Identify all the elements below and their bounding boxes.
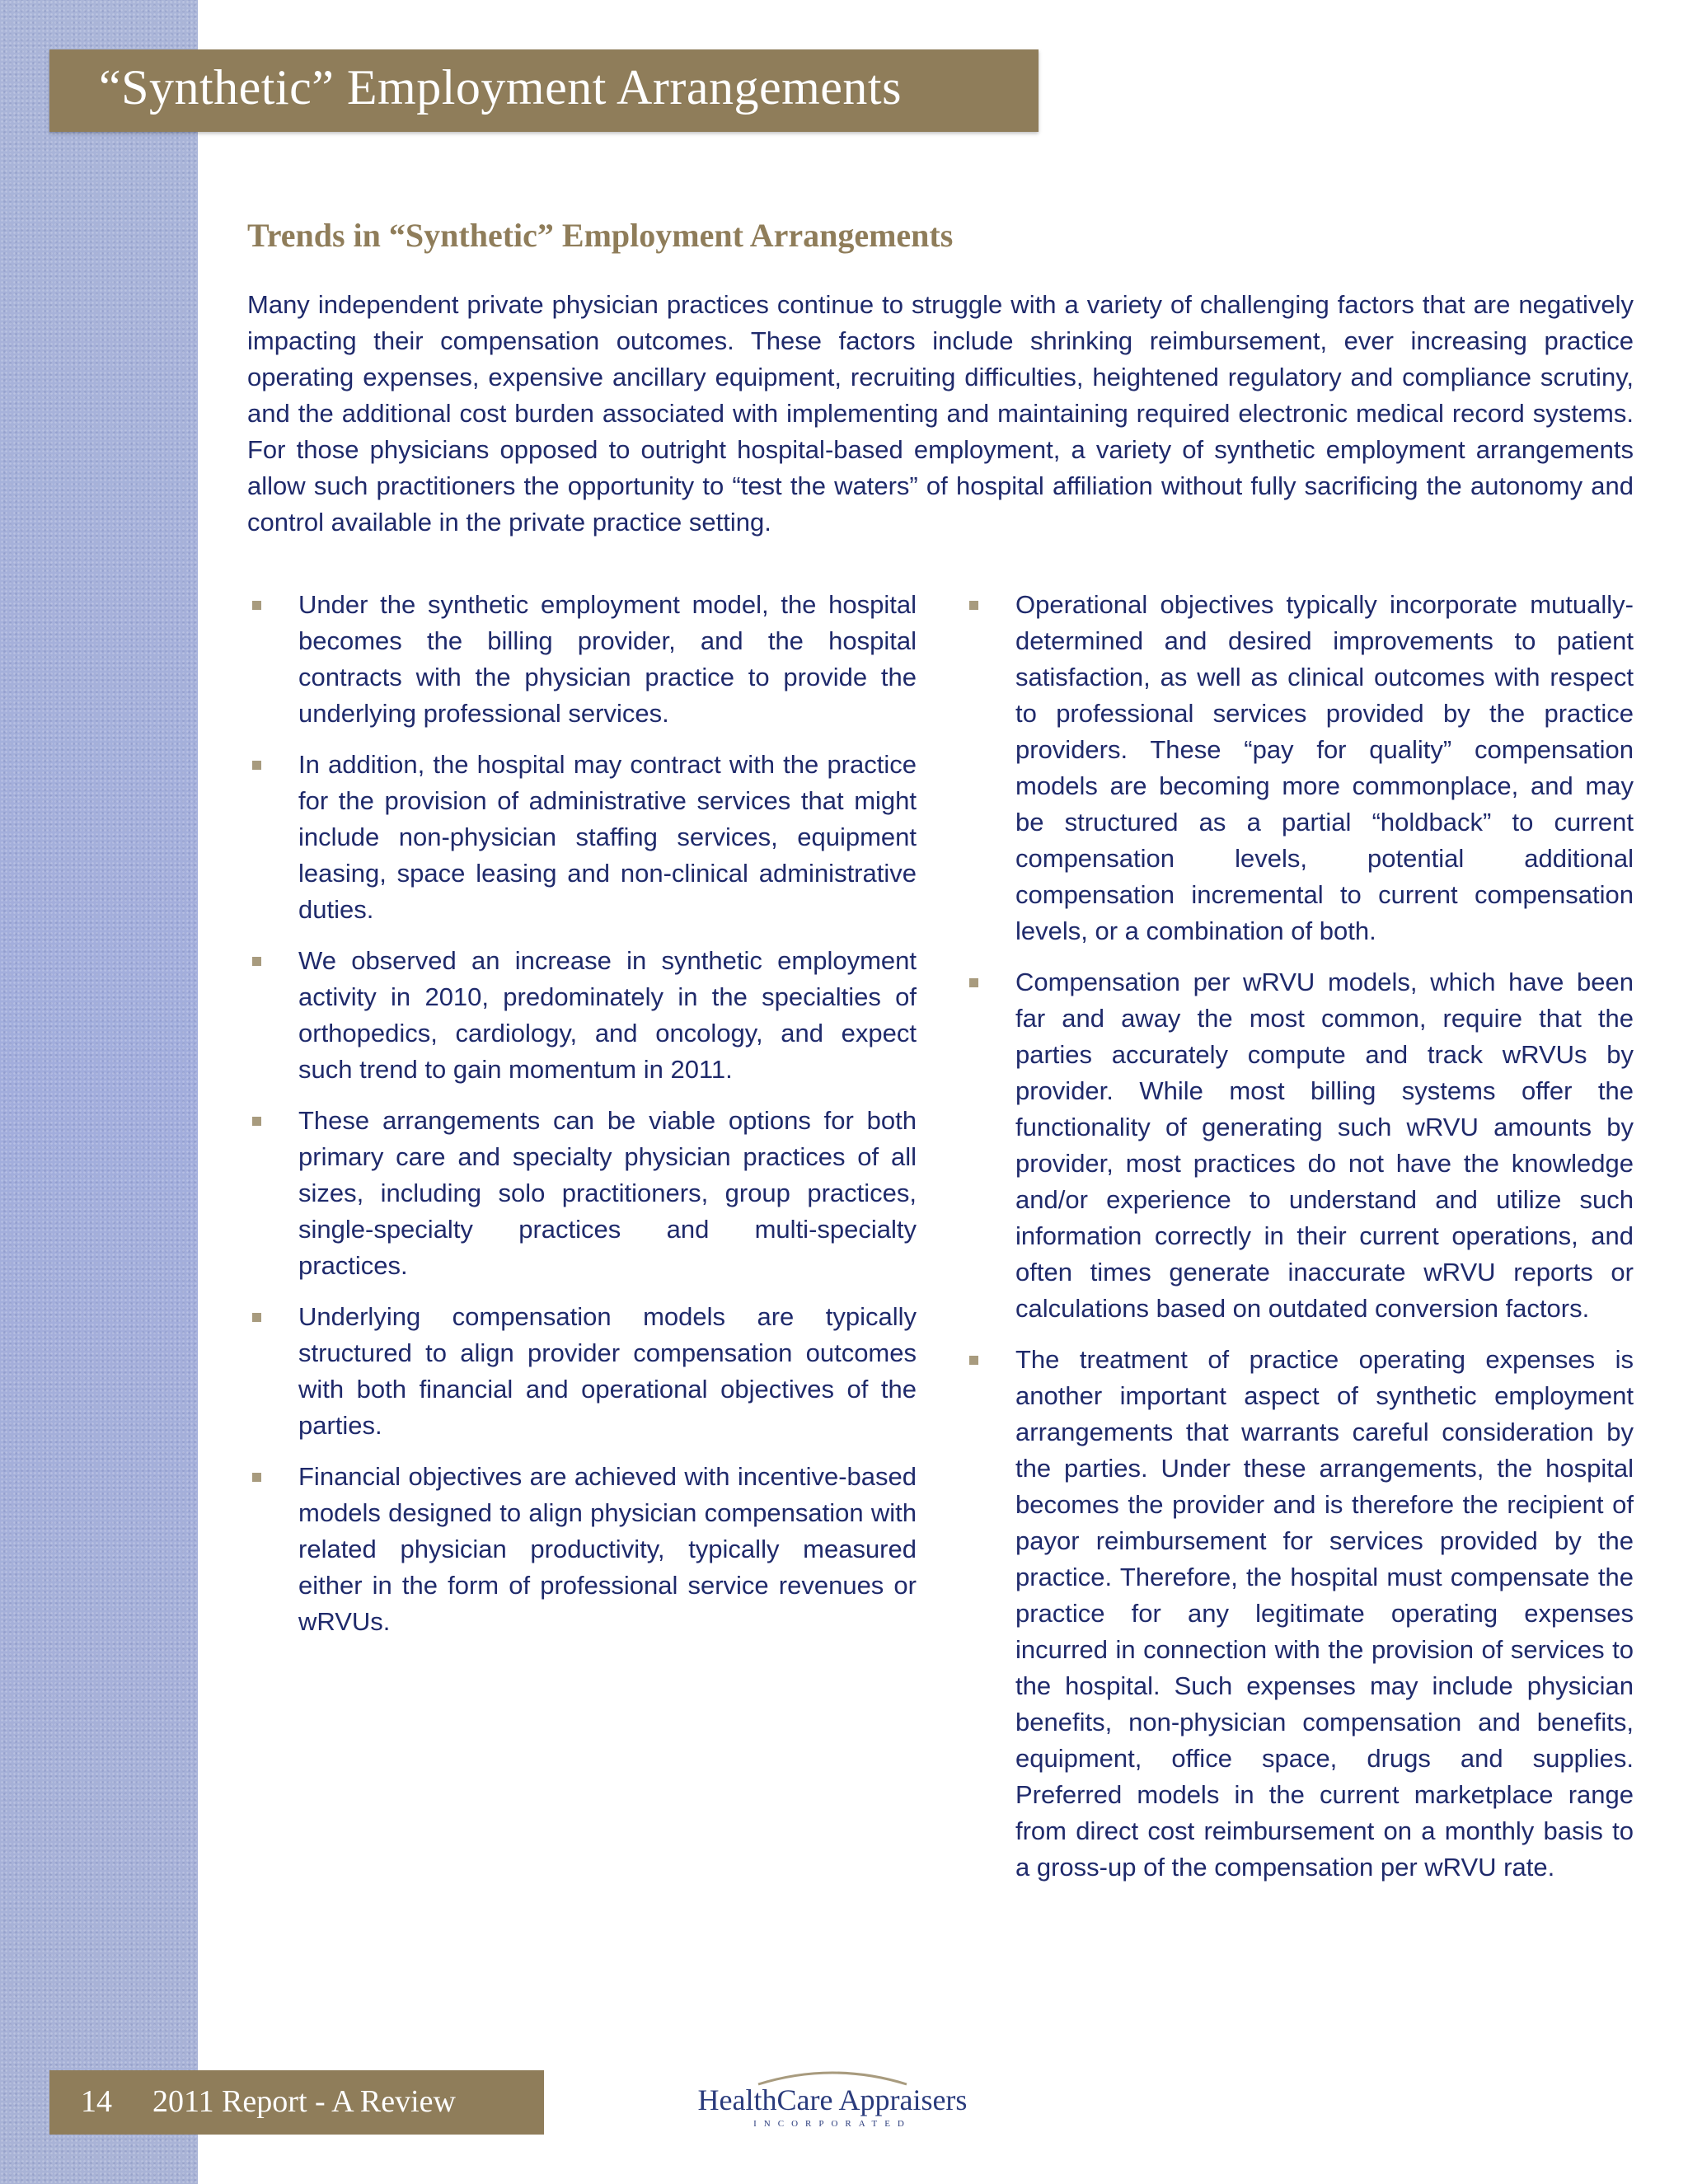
page-number: 14 xyxy=(81,2084,112,2119)
list-item-text: We observed an increase in synthetic employment activity in 2010, predominately in the specialties of orthopedics, cardiology, and oncology, and expect such trend to gain momentum in 2011. xyxy=(298,946,917,1084)
list-item xyxy=(964,964,1634,1327)
bullet-list-right xyxy=(964,587,1634,1900)
footer-report-title: 2011 Report - A Review xyxy=(152,2084,456,2119)
list-item-text: Compensation per wRVU models, which have been far and away the most common, require that the parties accurately compute and track wRVUs by provider. While most billing systems offer the functionality of generating such wRVU amounts by provider, most practices do not have the knowledge and/or experience to understand and utilize such information correctly in their current operations, and often times generate inaccurate wRVU reports or calculations based on outdated conversion factors. xyxy=(1015,968,1634,1323)
list-item-text: Operational objectives typically incorporate mutually-determined and desired improvements to patient satisfaction, as well as clinical outcomes with respect to professional services provided by the practice providers. These “pay for quality” compensation models are becoming more commonplace, and may be structured as a partial “holdback” to current compensation levels, potential additional compensation incremental to current compensation levels, or a combination of both. xyxy=(1015,590,1634,945)
list-item-text: Under the synthetic employment model, the hospital becomes the billing provider, and the hospital contracts with the physician practice to provide the underlying professional services. xyxy=(298,590,917,728)
square-bullet-icon xyxy=(252,761,261,770)
square-bullet-icon xyxy=(969,978,978,987)
page-title-banner xyxy=(49,49,1039,132)
list-item xyxy=(247,1299,917,1444)
list-item xyxy=(247,587,917,732)
company-logo xyxy=(684,2064,981,2139)
footer-band xyxy=(49,2070,544,2135)
square-bullet-icon xyxy=(252,601,261,610)
page-title: “Synthetic” Employment Arrangements xyxy=(99,60,902,115)
square-bullet-icon xyxy=(252,1473,261,1482)
logo-name: HealthCare Appraisers xyxy=(697,2083,968,2116)
list-item xyxy=(964,1342,1634,1886)
section-heading: Trends in “Synthetic” Employment Arrangements xyxy=(247,217,954,254)
square-bullet-icon xyxy=(252,957,261,966)
list-item-text: These arrangements can be viable options for both primary care and specialty physician practices of all sizes, including solo practitioners, group practices, single-specialty practices and multi-specialty practices. xyxy=(298,1106,917,1280)
list-item-text: In addition, the hospital may contract with the practice for the provision of administrative services that might include non-physician staffing services, equipment leasing, space leasing and non-clinical administrative duties. xyxy=(298,750,917,924)
list-item-text: The treatment of practice operating expenses is another important aspect of synthetic employment arrangements that warrants careful consideration by the parties. Under these arrangements, the hospital becomes the provider and is therefore the recipient of payor reimbursement for services provided by the practice. Therefore, the hospital must compensate the practice for any legitimate operating expenses incurred in connection with the provision of services to the hospital. Such expenses may include physician benefits, non-physician compensation and benefits, equipment, office space, drugs and supplies. Preferred models in the current marketplace range from direct cost reimbursement on a monthly basis to a gross-up of the compensation per wRVU rate. xyxy=(1015,1345,1634,1882)
list-item xyxy=(247,1103,917,1284)
square-bullet-icon xyxy=(969,601,978,610)
intro-paragraph: Many independent private physician practices continue to struggle with a variety of challenging factors that are negatively impacting their compensation outcomes. These factors include shrinking reimbursement, ever increasing practice operating expenses, expensive ancillary equipment, recruiting difficulties, heightened regulatory and compliance scrutiny, and the additional cost burden associated with implementing and maintaining required electronic medical record systems. For those physicians opposed to outright hospital-based employment, a variety of synthetic employment arrangements allow such practitioners the opportunity to “test the waters” of hospital affiliation without fully sacrificing the autonomy and control available in the private practice setting. xyxy=(247,290,1634,537)
list-item xyxy=(247,747,917,928)
square-bullet-icon xyxy=(252,1117,261,1126)
decorative-side-band xyxy=(0,0,198,2184)
square-bullet-icon xyxy=(252,1313,261,1322)
list-item xyxy=(247,1459,917,1640)
list-item xyxy=(964,587,1634,949)
logo-subtitle: INCORPORATED xyxy=(753,2119,912,2129)
bullet-list-left xyxy=(247,587,917,1655)
list-item-text: Financial objectives are achieved with incentive-based models designed to align physician compensation with related physician productivity, typically measured either in the form of professional service revenues or wRVUs. xyxy=(298,1462,917,1636)
list-item xyxy=(247,943,917,1088)
list-item-text: Underlying compensation models are typically structured to align provider compensation outcomes with both financial and operational objectives of the parties. xyxy=(298,1302,917,1440)
square-bullet-icon xyxy=(969,1356,978,1365)
